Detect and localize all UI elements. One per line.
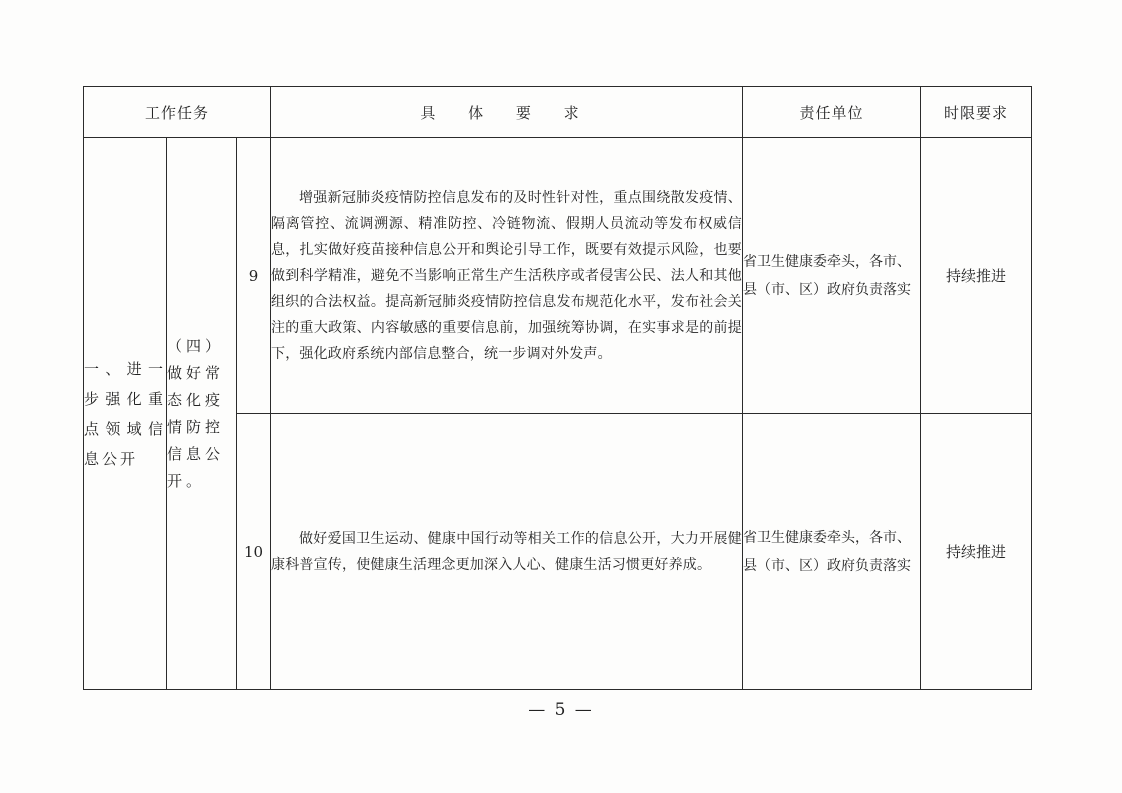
- header-task: 工作任务: [84, 87, 271, 138]
- deadline: 持续推进: [921, 414, 1032, 690]
- header-deadline: 时限要求: [921, 87, 1032, 138]
- row-number: 9: [237, 138, 271, 414]
- requirement-text: 增强新冠肺炎疫情防控信息发布的及时性针对性，重点围绕散发疫情、隔离管控、流调溯源、精准防控、冷链物流、假期人员流动等发布权威信息，扎实做好疫苗接种信息公开和舆论引导工作，既要有效提示风险，也要做到科学精准，避免不当影响正常生产生活秩序或者侵害公民、法人和其他组织的合法权益。提高新冠肺炎疫情防控信息发布规范化水平，发布社会关注的重大政策、内容敏感的重要信息前，加强统筹协调，在实事求是的前提下，强化政府系统内部信息整合，统一步调对外发声。: [271, 189, 742, 362]
- header-requirement: 具 体 要 求: [271, 87, 743, 138]
- header-unit: 责任单位: [743, 87, 921, 138]
- category-level1: 一、进一步强化重点领域信息公开: [84, 138, 167, 690]
- requirement-text: 做好爱国卫生运动、健康中国行动等相关工作的信息公开，大力开展健康科普宣传，使健康生活理念更加深入人心、健康生活习惯更好养成。: [271, 530, 742, 573]
- responsible-unit: 省卫生健康委牵头，各市、县（市、区）政府负责落实: [743, 138, 921, 414]
- row-number: 10: [237, 414, 271, 690]
- task-table: [83, 86, 1032, 690]
- requirement-cell: [271, 414, 743, 690]
- category-level2: （四）做好常态化疫情防控信息公开。: [167, 138, 237, 690]
- page-number: — 5 —: [528, 700, 594, 720]
- requirement-cell: [271, 138, 743, 414]
- deadline: 持续推进: [921, 138, 1032, 414]
- table-row: [84, 138, 1032, 414]
- responsible-unit: 省卫生健康委牵头，各市、县（市、区）政府负责落实: [743, 414, 921, 690]
- table-header-row: [84, 87, 1032, 138]
